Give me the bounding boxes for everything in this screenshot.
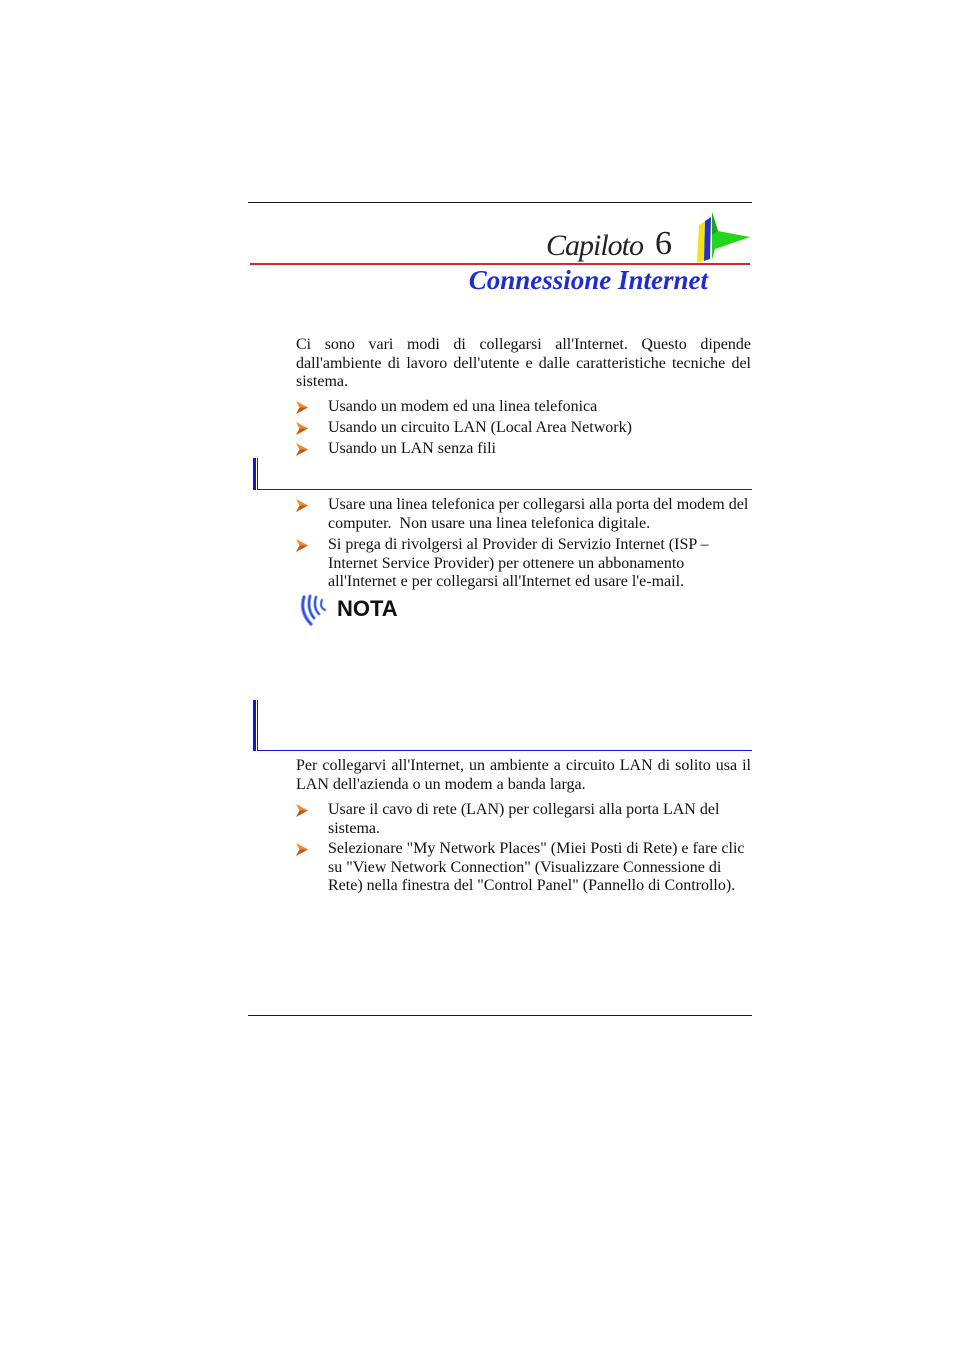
section-bar <box>253 700 256 751</box>
list-item-text: Usando un modem ed una linea telefonica <box>328 398 598 415</box>
list-item-line: computer. Non usare una linea telefonica digitale. <box>328 514 651 532</box>
logo-blue-flag <box>704 217 711 261</box>
chapter-title: Connessione Internet <box>468 265 708 295</box>
list-item-line: Selezionare "My Network Places" (Miei Posti di Rete) e fare clic <box>328 840 745 857</box>
list-item-line: Internet Service Provider) per ottenere un abbonamento <box>328 554 685 572</box>
paragraph-line: Ci sono vari modi di collegarsi all'Internet. Questo dipende <box>296 336 751 353</box>
list-item-line: Si prega di rivolgersi al Provider di Servizio Internet (ISP – <box>328 536 709 553</box>
paragraph-line: Per collegarvi all'Internet, un ambiente a circuito LAN di solito usa il <box>296 757 751 774</box>
arrow-bullet-icon <box>296 539 308 552</box>
note-label: NOTA <box>337 596 398 621</box>
section-rule-modem <box>253 458 752 490</box>
arrow-bullet-icon <box>296 804 308 817</box>
chapter-flags-logo <box>695 211 751 263</box>
logo-green-notch <box>712 212 718 235</box>
list-item <box>296 419 752 438</box>
note-icon <box>299 594 327 626</box>
list-item-line: sistema. <box>328 819 380 837</box>
lan-intro-paragraph <box>296 757 751 794</box>
section-rule-lan <box>253 700 752 751</box>
paragraph-line: dall'ambiente di lavoro dell'utente e dalle caratteristiche tecniche del <box>296 354 751 372</box>
intro-paragraph <box>296 336 751 392</box>
list-item-text: Usando un LAN senza fili <box>328 440 496 457</box>
list-item <box>296 440 752 459</box>
paragraph-line: LAN dell'azienda o un modem a banda larga. <box>296 775 586 793</box>
section-underline <box>257 489 752 490</box>
list-item <box>296 536 752 592</box>
arrow-bullet-icon <box>296 843 308 856</box>
list-item-line: Rete) nella finestra del "Control Panel" (Pannello di Controllo). <box>328 877 736 895</box>
arrow-bullet-icon <box>296 422 308 435</box>
list-item <box>296 801 752 838</box>
chapter-number: 6 <box>655 225 672 262</box>
chapter-label: Capiloto <box>546 229 644 262</box>
logo-yellow-flag <box>697 221 705 263</box>
section-bar-thin <box>257 458 258 490</box>
arrow-bullet-icon <box>296 499 308 512</box>
list-item <box>296 840 752 896</box>
section-underline <box>257 750 752 751</box>
section-bar <box>253 458 256 490</box>
section-bar-thin <box>257 700 258 751</box>
list-item <box>296 496 752 533</box>
bottom-rule <box>248 1015 752 1016</box>
list-item-line: Usare una linea telefonica per collegarsi alla porta del modem del <box>328 496 749 513</box>
arrow-bullet-icon <box>296 443 308 456</box>
arrow-bullet-icon <box>296 401 308 414</box>
paragraph-line: sistema. <box>296 373 348 391</box>
list-item-line: all'Internet e per collegarsi all'Internet ed usare l'e-mail. <box>328 573 685 591</box>
list-item-line: Usare il cavo di rete (LAN) per collegarsi alla porta LAN del <box>328 801 720 818</box>
list-item-line: su "View Network Connection" (Visualizzare Connessione di <box>328 858 722 876</box>
list-item-text: Usando un circuito LAN (Local Area Network) <box>328 419 632 436</box>
list-item <box>296 398 752 417</box>
logo-green-flag <box>712 212 750 260</box>
top-rule <box>248 202 752 203</box>
